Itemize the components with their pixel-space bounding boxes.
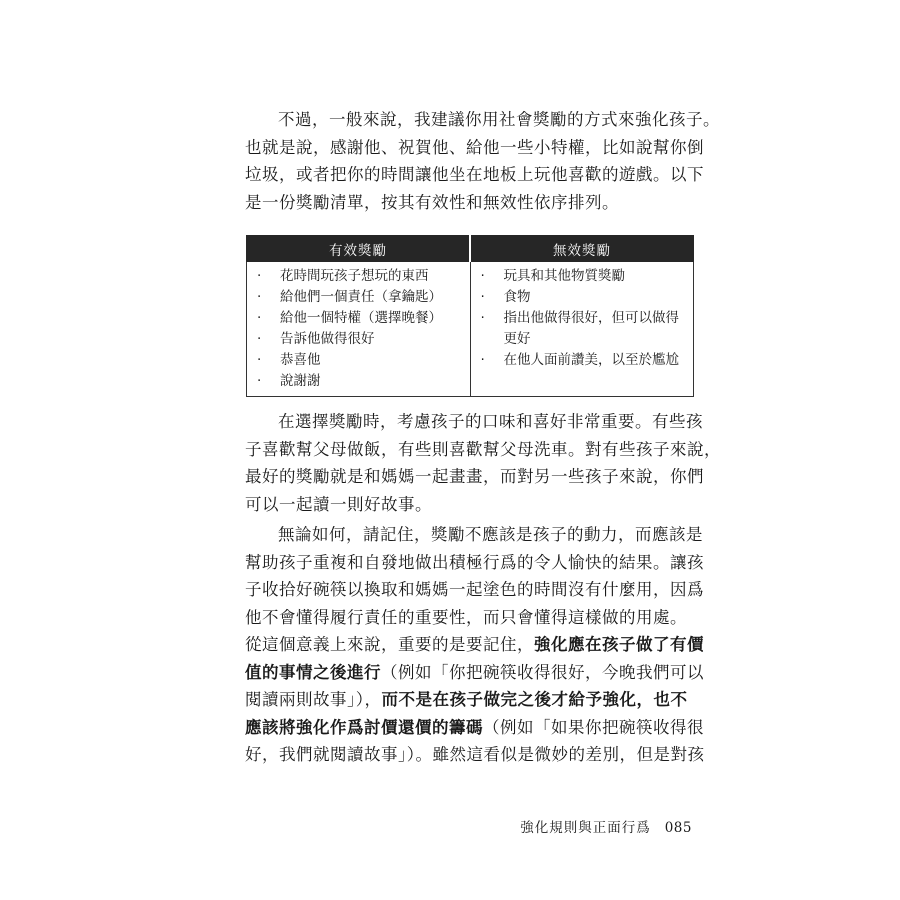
list-item — [253, 287, 464, 308]
bold-emphasis: 而不是在孩子做完之後才給予強化，也不 — [381, 690, 688, 709]
page-footer — [520, 816, 692, 836]
effective-rewards-cell — [247, 262, 471, 397]
ineffective-rewards-list — [477, 266, 688, 371]
effective-rewards-list — [253, 266, 464, 392]
bold-emphasis: 強化應在孩子做了有價 — [534, 635, 704, 654]
list-item-text: 在他人面前讚美，以至於尷尬 — [503, 352, 679, 368]
paragraph-reinforcement-timing — [245, 521, 705, 769]
bold-emphasis: 應該將強化作爲討價還價的籌碼 — [245, 717, 483, 737]
list-item-text: 給他一個特權（選擇晚餐） — [280, 310, 442, 326]
list-item — [253, 329, 464, 350]
text-line: 幫助孩子重複和自發地做出積極行爲的令人愉快的結果。讓孩 — [245, 552, 704, 572]
page-number: 085 — [664, 820, 692, 836]
bullet-icon: · — [257, 331, 262, 347]
list-item — [477, 308, 688, 350]
list-item — [253, 308, 464, 329]
text-line — [245, 714, 704, 742]
text-line: 最好的獎勵就是和媽媽一起畫畫，而對另一些孩子來說，你們 — [245, 467, 704, 486]
text-line: 無論如何，請記住，獎勵不應該是孩子的動力，而應該是 — [278, 525, 703, 544]
text-line: 可以一起讀一則好故事。 — [245, 494, 432, 514]
list-item — [477, 266, 688, 287]
text-line — [245, 659, 704, 687]
list-item-text: 食物 — [503, 289, 531, 305]
plain-text: 從這個意義上來說，重要的是要記住， — [245, 635, 534, 654]
list-item-text: 告訴他做得很好 — [280, 331, 375, 347]
bullet-icon: · — [257, 289, 262, 305]
text-line: 在選擇獎勵時，考慮孩子的口味和喜好非常重要。有些孩 — [278, 412, 703, 431]
bullet-icon: · — [257, 373, 262, 389]
rewards-table — [246, 235, 694, 397]
text-line: 子喜歡幫父母做飯，有些則喜歡幫父母洗車。對有些孩子來說， — [245, 439, 721, 459]
text-line — [245, 686, 695, 714]
list-item-text: 花時間玩孩子想玩的東西 — [280, 268, 429, 284]
text-line: 好，我們就閱讀故事」）。雖然這看似是微妙的差別，但是對孩 — [245, 745, 705, 764]
list-item — [477, 287, 688, 308]
text-line — [245, 631, 704, 659]
plain-text: （例如「如果你把碗筷收得很 — [483, 717, 704, 737]
list-item-text: 恭喜他 — [280, 352, 321, 368]
list-item-text: 說謝謝 — [280, 373, 321, 389]
text-line: 子收拾好碗筷以換取和媽媽一起塗色的時間沒有什麼用，因爲 — [245, 580, 704, 599]
text-line: 他不會懂得履行責任的重要性，而只會懂得這樣做的用處。 — [245, 607, 687, 627]
list-item — [477, 350, 688, 371]
chapter-title: 強化規則與正面行爲 — [520, 820, 651, 836]
paragraph-choosing-rewards — [245, 408, 721, 518]
text-line: 不過，一般來說，我建議你用社會獎勵的方式來強化孩子。 — [278, 110, 720, 129]
paragraph-intro — [245, 106, 720, 216]
bullet-icon: · — [480, 310, 485, 326]
plain-text: 閱讀兩則故事」）， — [245, 690, 382, 709]
header-effective-rewards: 有效獎勵 — [247, 236, 471, 262]
bullet-icon: · — [480, 268, 485, 284]
text-line: 垃圾，或者把你的時間讓他坐在地板上玩他喜歡的遊戲。以下 — [245, 165, 704, 184]
ineffective-rewards-cell — [470, 262, 694, 397]
bullet-icon: · — [480, 289, 485, 305]
list-item — [253, 350, 464, 371]
text-line: 也就是說，感謝他、祝賀他、給他一些小特權，比如說幫你倒 — [245, 137, 704, 157]
bullet-icon: · — [257, 310, 262, 326]
bullet-icon: · — [257, 352, 262, 368]
list-item-text: 給他們一個責任（拿鑰匙） — [280, 289, 442, 305]
text-line: 是一份獎勵清單，按其有效性和無效性依序排列。 — [245, 192, 619, 212]
list-item — [253, 371, 464, 392]
header-ineffective-rewards: 無效獎勵 — [470, 236, 694, 262]
bullet-icon: · — [257, 268, 262, 284]
list-item-text: 指出他做得很好，但可以做得更好 — [503, 310, 679, 347]
list-item — [253, 266, 464, 287]
bold-emphasis: 值的事情之後進行 — [245, 662, 381, 682]
list-item-text: 玩具和其他物質獎勵 — [503, 268, 625, 284]
bullet-icon: · — [480, 352, 485, 368]
plain-text: （例如「你把碗筷收得很好，今晚我們可以 — [381, 662, 704, 682]
